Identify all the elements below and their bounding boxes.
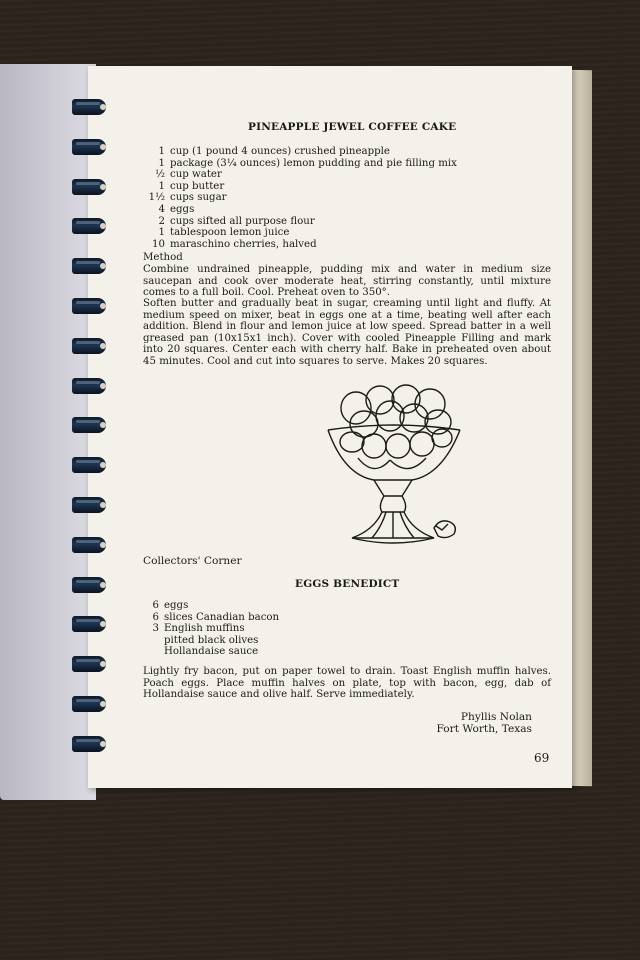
directions-paragraph bbox=[143, 666, 551, 701]
method-paragraph-1 bbox=[143, 264, 551, 299]
ingredient-item bbox=[143, 204, 457, 216]
ingredient-item bbox=[143, 181, 457, 193]
ingredient-text: cup water bbox=[170, 169, 222, 181]
ingredient-quantity: 6 bbox=[152, 611, 159, 623]
ingredient-text: cup butter bbox=[170, 180, 225, 192]
ingredient-text: cup (1 pound 4 ounces) crushed pineapple bbox=[170, 146, 390, 157]
ingredient-item bbox=[143, 239, 457, 251]
ingredient-text: package (3¼ ounces) lemon pudding and pie filling mix bbox=[170, 157, 457, 169]
ingredient-item bbox=[143, 216, 457, 228]
method-text: Combine undrained pineapple, pudding mix and water in medium size saucepan and cook over moderate heat, stirring constantly, until mixture comes to a full boil. Cool. Preheat oven to 350°. bbox=[143, 264, 551, 299]
method-text: Soften butter and gradually beat in sugar, creaming until light and fluffy. At medium speed on mixer, beat in eggs one at a time, beating well after each addition. Blend in flour and lemon juice at low speed. Spread batter in a well greased pan (10x15x1 inch). Cover with cooled Pineapple Filling and mark into 20 squares. Center each with cherry half. Bake in preheated oven about 45 minutes. Cool and cut into squares to serve. Makes 20 squares. bbox=[143, 298, 551, 367]
section-label: Collectors' Corner bbox=[143, 555, 242, 567]
ingredient-item bbox=[143, 146, 457, 158]
ingredient-quantity: ½ bbox=[155, 169, 165, 181]
ingredient-item bbox=[137, 600, 279, 612]
ingredient-list bbox=[143, 146, 457, 250]
contributor-location: Fort Worth, Texas bbox=[436, 723, 532, 735]
ingredient-quantity: 1½ bbox=[148, 192, 165, 204]
ingredient-quantity: 4 bbox=[158, 203, 165, 215]
ingredient-item bbox=[137, 635, 279, 647]
ingredient-text: cups sugar bbox=[170, 192, 227, 204]
spiral-coil bbox=[66, 454, 110, 476]
recipe-title: PINEAPPLE JEWEL COFFEE CAKE bbox=[248, 121, 457, 133]
ingredient-item bbox=[137, 623, 279, 635]
ingredient-text: pitted black olives bbox=[164, 634, 259, 646]
ingredient-text: slices Canadian bacon bbox=[164, 611, 280, 623]
spiral-binding bbox=[66, 96, 112, 776]
ingredient-item bbox=[137, 646, 279, 658]
ingredient-item bbox=[143, 227, 457, 239]
spiral-coil bbox=[66, 215, 110, 237]
contributor-name: Phyllis Nolan bbox=[460, 711, 532, 723]
ingredient-quantity: 10 bbox=[152, 238, 165, 250]
ingredient-quantity: 1 bbox=[158, 227, 165, 239]
spiral-coil bbox=[66, 414, 110, 436]
ingredient-quantity: 1 bbox=[158, 146, 165, 157]
ingredient-item bbox=[143, 158, 457, 170]
spiral-coil bbox=[66, 96, 110, 118]
spiral-coil bbox=[66, 335, 110, 357]
ingredient-quantity: 2 bbox=[158, 215, 165, 227]
egg-bowl-illustration-icon bbox=[322, 380, 464, 550]
ingredient-text: eggs bbox=[164, 600, 189, 611]
spiral-coil bbox=[66, 534, 110, 556]
ingredient-item bbox=[143, 192, 457, 204]
method-paragraph-2 bbox=[143, 298, 551, 368]
ingredient-list bbox=[137, 600, 279, 658]
ingredient-item bbox=[143, 169, 457, 181]
ingredient-text: eggs bbox=[170, 203, 195, 215]
ingredient-quantity: 6 bbox=[152, 600, 159, 611]
ingredient-text: English muffins bbox=[164, 623, 245, 635]
ingredient-quantity: 3 bbox=[152, 623, 159, 635]
page-number: 69 bbox=[534, 751, 550, 765]
spiral-coil bbox=[66, 255, 110, 277]
ingredient-text: Hollandaise sauce bbox=[164, 646, 259, 658]
spiral-coil bbox=[66, 295, 110, 317]
spiral-coil bbox=[66, 136, 110, 158]
ingredient-item bbox=[137, 612, 279, 624]
ingredient-text: cups sifted all purpose flour bbox=[170, 215, 315, 227]
spiral-coil bbox=[66, 613, 110, 635]
spiral-coil bbox=[66, 375, 110, 397]
spiral-coil bbox=[66, 494, 110, 516]
recipe-title: EGGS BENEDICT bbox=[295, 578, 400, 590]
ingredient-text: tablespoon lemon juice bbox=[170, 227, 290, 239]
spiral-coil bbox=[66, 176, 110, 198]
ingredient-quantity: 1 bbox=[158, 180, 165, 192]
ingredient-text: maraschino cherries, halved bbox=[170, 238, 317, 250]
spiral-coil bbox=[66, 693, 110, 715]
spiral-coil bbox=[66, 574, 110, 596]
directions-text: Lightly fry bacon, put on paper towel to drain. Toast English muffin halves. Poach eggs. Place muffin halves on plate, top with bacon, egg, dab of Hollandaise sauce and olive half. Serve immediately. bbox=[143, 666, 551, 701]
ingredient-quantity: 1 bbox=[158, 157, 165, 169]
spiral-coil bbox=[66, 653, 110, 675]
spiral-coil bbox=[66, 733, 110, 755]
method-heading: Method bbox=[143, 252, 183, 263]
